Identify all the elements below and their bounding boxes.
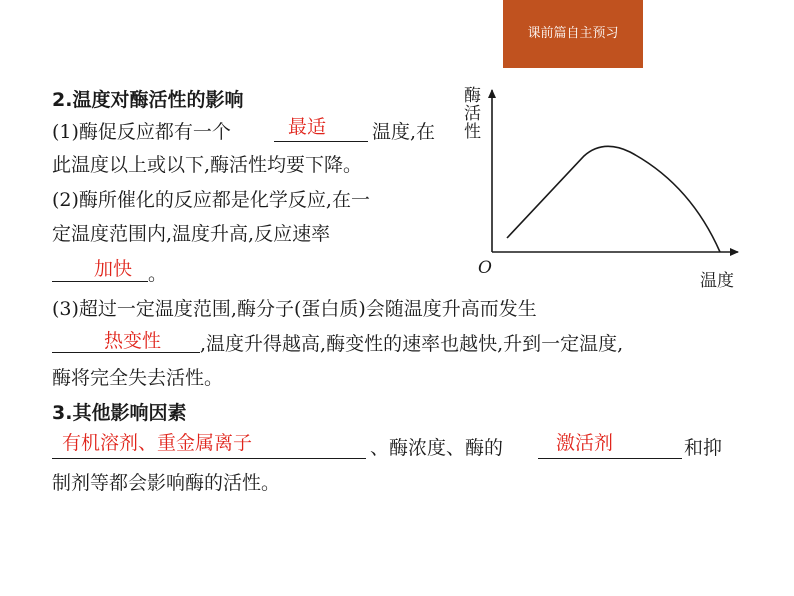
section-tag: 课前篇自主预习: [503, 0, 643, 68]
item3-line1: (3)超过一定温度范围,酶分子(蛋白质)会随温度升高而发生: [52, 298, 537, 320]
item2-line2: 定温度范围内,温度升高,反应速率: [52, 223, 331, 245]
x-axis-label: 温度: [700, 271, 734, 291]
section3-answer1: 有机溶剂、重金属离子: [62, 432, 253, 454]
section3-line2: 制剂等都会影响酶的活性。: [52, 472, 281, 494]
item2-line1: (2)酶所催化的反应都是化学反应,在一: [52, 189, 370, 211]
section3-answer2: 激活剂: [556, 432, 614, 454]
item1-line2: 此温度以上或以下,酶活性均要下降。: [52, 154, 363, 176]
y-axis-label: 酶活性: [460, 86, 480, 140]
item1-prefix: (1)酶促反应都有一个: [52, 121, 231, 143]
section2-title: 2.温度对酶活性的影响: [52, 89, 244, 111]
item3-suffix: ,温度升得越高,酶变性的速率也越快,升到一定温度,: [200, 333, 624, 355]
item3-answer: 热变性: [104, 330, 162, 352]
item1-answer: 最适: [288, 116, 327, 138]
activity-curve: [507, 146, 720, 252]
item2-answer: 加快: [94, 258, 133, 280]
item2-suffix: 。: [148, 263, 168, 285]
origin-label: O: [478, 258, 492, 278]
item3-line3: 酶将完全失去活性。: [52, 367, 224, 389]
item1-suffix: 温度,在: [372, 121, 436, 143]
section3-tail: 和抑: [684, 437, 723, 459]
section3-title: 3.其他影响因素: [52, 402, 187, 424]
section3-mid: 、酶浓度、酶的: [370, 437, 504, 459]
